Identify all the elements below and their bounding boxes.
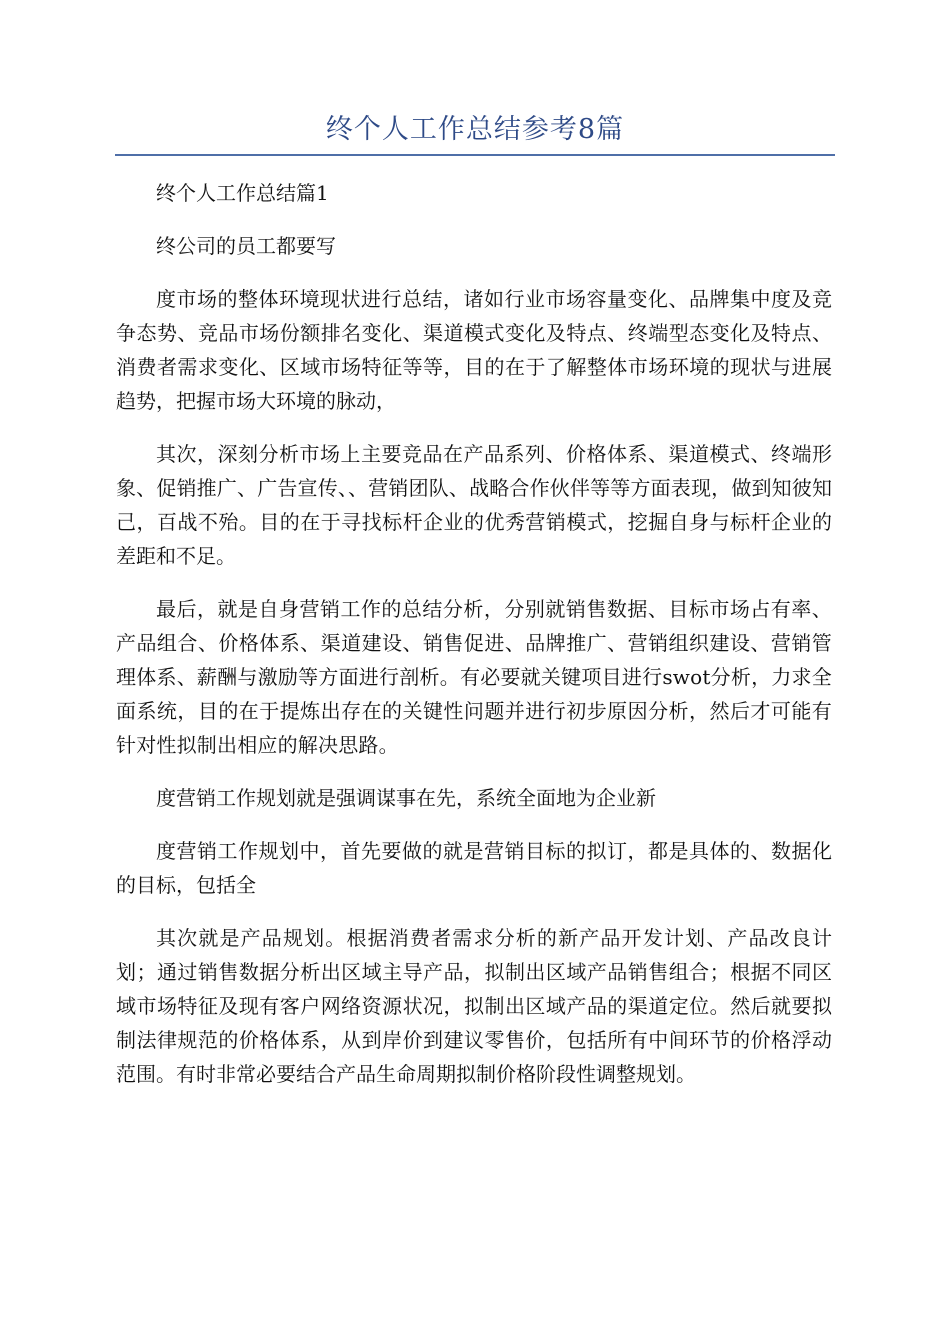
title-underline bbox=[115, 154, 835, 156]
section-heading: 终个人工作总结篇1 bbox=[156, 181, 329, 205]
paragraph: 度营销工作规划就是强调谋事在先，系统全面地为企业新 bbox=[156, 786, 656, 810]
paragraph: 其次就是产品规划。根据消费者需求分析的新产品开发计划、产品改良计划；通过销售数据分析出区域主导产品，拟制出区域产品销售组合；根据不同区域市场特征及现有客户网络资源状况，拟制出区域产品的渠道定位。然后就要拟制法律规范的价格体系，从到岸价到建议零售价，包括所有中间环节的价格浮动范围。有时非常必要结合产品生命周期拟制价格阶段性调整规划。 bbox=[116, 926, 832, 1086]
document-body bbox=[116, 176, 832, 1110]
document-title: 终个人工作总结参考8篇 bbox=[325, 114, 625, 145]
paragraph: 终公司的员工都要写 bbox=[156, 234, 336, 258]
paragraph: 其次，深刻分析市场上主要竞品在产品系列、价格体系、渠道模式、终端形象、促销推广、广告宣传、、营销团队、战略合作伙伴等等方面表现，做到知彼知己，百战不殆。目的在于寻找标杆企业的优秀营销模式，挖掘自身与标杆企业的差距和不足。 bbox=[116, 442, 832, 568]
paragraph: 度市场的整体环境现状进行总结，诸如行业市场容量变化、品牌集中度及竞争态势、竞品市场份额排名变化、渠道模式变化及特点、终端型态变化及特点、消费者需求变化、区域市场特征等等，目的在于了解整体市场环境的现状与进展趋势，把握市场大环境的脉动， bbox=[116, 287, 832, 413]
paragraph: 最后，就是自身营销工作的总结分析，分别就销售数据、目标市场占有率、产品组合、价格体系、渠道建设、销售促进、品牌推广、营销组织建设、营销管理体系、薪酬与激励等方面进行剖析。有必要就关键项目进行swot分析，力求全面系统，目的在于提炼出存在的关键性问题并进行初步原因分析，然后才可能有针对性拟制出相应的解决思路。 bbox=[116, 597, 832, 757]
paragraph: 度营销工作规划中，首先要做的就是营销目标的拟订，都是具体的、数据化的目标，包括全 bbox=[116, 839, 832, 897]
